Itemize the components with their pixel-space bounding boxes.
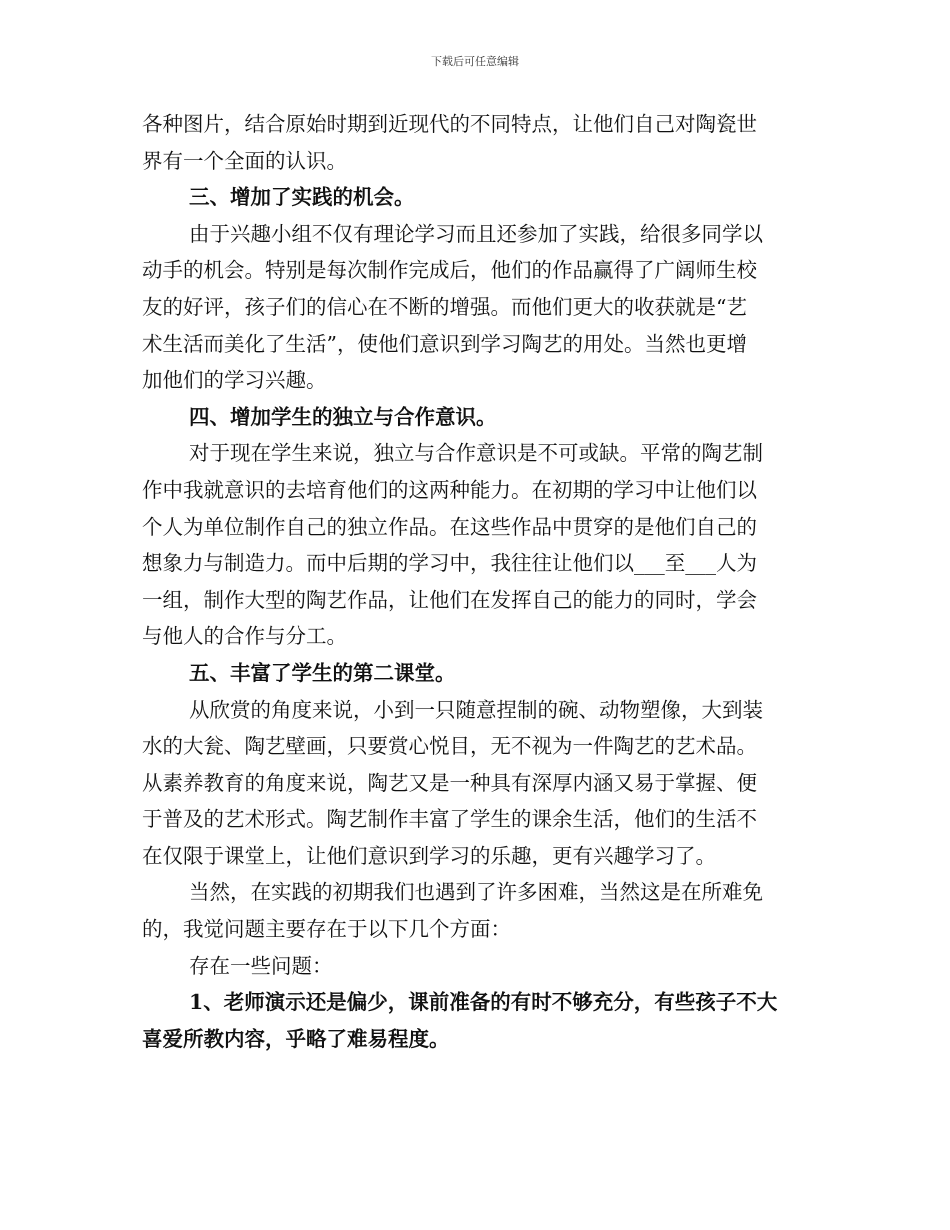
body-line: 作中我就意识的去培育他们的这两种能力。在初期的学习中让他们以 bbox=[142, 477, 757, 502]
body-line: 从欣赏的角度来说，小到一只随意捏制的碗、动物塑像，大到装 bbox=[189, 697, 763, 722]
body-line: 从素养教育的角度来说，陶艺又是一种具有深厚内涵又易于掌握、便 bbox=[142, 770, 757, 795]
section-heading-5: 五、丰富了学生的第二课堂。 bbox=[189, 660, 456, 685]
body-line: 友的好评，孩子们的信心在不断的增强。而他们更大的收获就是“艺 bbox=[142, 294, 747, 319]
body-line: 个人为单位制作自己的独立作品。在这些作品中贯穿的是他们自己的 bbox=[142, 514, 757, 539]
document-body bbox=[142, 106, 810, 1057]
section-heading-3: 三、增加了实践的机会。 bbox=[189, 185, 415, 210]
body-line: 各种图片，结合原始时期到近现代的不同特点，让他们自己对陶瓷世 bbox=[142, 112, 757, 136]
body-line: 对于现在学生来说，独立与合作意识是不可或缺。平常的陶艺制 bbox=[189, 441, 763, 466]
issues-intro: 存在一些问题： bbox=[189, 953, 333, 978]
body-line: 加他们的学习兴趣。 bbox=[142, 368, 327, 393]
body-line: 与他人的合作与分工。 bbox=[142, 624, 347, 649]
body-line: 在仅限于课堂上，让他们意识到学习的乐趣，更有兴趣学习了。 bbox=[142, 843, 716, 868]
body-line: 一组，制作大型的陶艺作品，让他们在发挥自己的能力的同时，学会 bbox=[142, 587, 757, 612]
page-header: 下载后可任意编辑 bbox=[431, 55, 519, 68]
section-heading-4: 四、增加学生的独立与合作意识。 bbox=[189, 404, 497, 429]
body-line: 于普及的艺术形式。陶艺制作丰富了学生的课余生活，他们的生活不 bbox=[142, 807, 757, 832]
body-line: 水的大瓮、陶艺壁画，只要赏心悦目，无不视为一件陶艺的艺术品。 bbox=[142, 734, 757, 759]
issue-item-1: 1、老师演示还是偏少，课前准备的有时不够充分，有些孩子不大 bbox=[189, 990, 778, 1015]
body-line-with-blanks: 想象力与制造力。而中后期的学习中，我往往让他们以___至___人为 bbox=[142, 551, 757, 576]
body-line: 由于兴趣小组不仅有理论学习而且还参加了实践，给很多同学以 bbox=[189, 221, 763, 246]
body-line: 界有一个全面的认识。 bbox=[142, 148, 347, 173]
issue-item-1-cont: 喜爱所教内容，乎略了难易程度。 bbox=[142, 1026, 450, 1051]
body-line: 的，我觉问题主要存在于以下几个方面： bbox=[142, 917, 511, 942]
body-line: 动手的机会。特别是每次制作完成后，他们的作品赢得了广阔师生校 bbox=[142, 258, 757, 283]
body-line: 术生活而美化了生活”，使他们意识到学习陶艺的用处。当然也更增 bbox=[142, 331, 747, 356]
body-line: 当然，在实践的初期我们也遇到了许多困难，当然这是在所难免 bbox=[189, 880, 763, 905]
